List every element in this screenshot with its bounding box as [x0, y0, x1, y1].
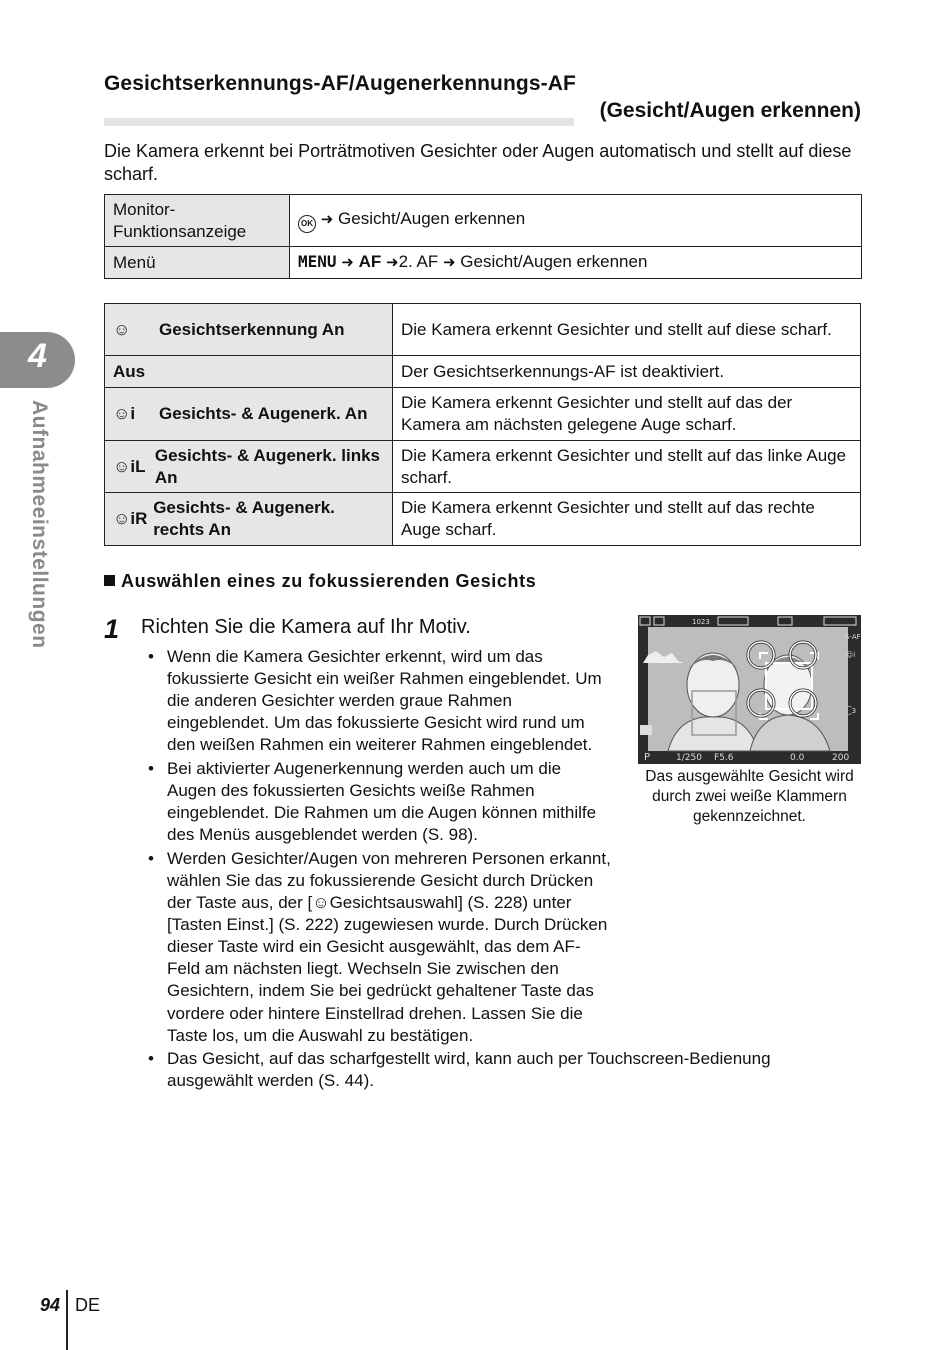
af-submenu-label: 2. AF [398, 252, 439, 271]
mode-label: Aus [113, 361, 146, 381]
iso-value: 200 [832, 753, 850, 763]
chapter-title: Aufnahmeeinstellungen [28, 400, 51, 649]
mode-description: Die Kamera erkennt Gesichter und stellt auf das der Kamera am nächsten gelegene Auge scharf. [393, 388, 861, 441]
list-item: • Das Gesicht, auf das scharfgestellt wird, kann auch per Touchscreen-Bedienung ausgewählt werden (S. 44). [147, 1048, 827, 1092]
ok-button-icon: OK [298, 215, 316, 233]
table-row [105, 304, 861, 356]
mode-label: Gesichtserkennung An [159, 319, 345, 339]
footer-divider [66, 1290, 68, 1350]
mode-description: Der Gesichtserkennungs-AF ist deaktiviert. [393, 356, 861, 388]
mode-description: Die Kamera erkennt Gesichter und stellt auf das rechte Auge scharf. [393, 493, 861, 546]
shutter-speed: 1/250 [676, 753, 702, 763]
camera-screen-image [638, 615, 861, 764]
arrow-right-icon: ➜ [385, 254, 399, 271]
access-menu-path [290, 247, 862, 279]
access-table [104, 194, 862, 279]
intro-paragraph: Die Kamera erkennt bei Porträtmotiven Gesichter oder Augen automatisch und stellt auf diese scharf. [104, 141, 852, 184]
aperture-value: F5.6 [714, 753, 734, 763]
step-text: Richten Sie die Kamera auf Ihr Motiv. [141, 616, 471, 638]
face-eye-detect-icon: ☺i [113, 404, 136, 423]
modes-table [104, 303, 861, 546]
list-item: • Wenn die Kamera Gesichter erkennt, wird um das fokussierte Gesicht ein weißer Rahmen eingeblendet. Um die anderen Gesichter werden graue Rahmen eingeblendet. Um das fokussierte Gesicht wird rund um den weißen Rahmen ein weiterer Rahmen eingeblendet. [147, 646, 612, 756]
svg-text:⁐3: ⁐3 [846, 707, 857, 715]
access-monitor-target: Gesicht/Augen erkennen [338, 209, 526, 228]
image-caption: Das ausgewählte Gesicht wird durch zwei weiße Klammern gekennzeichnet. [645, 768, 854, 825]
list-item: • Werden Gesichter/Augen von mehreren Personen erkannt, wählen Sie das zu fokussierende Gesicht durch Drücken der Taste aus, der [☺Gesichtsauswahl] (S. 228) unter [Tasten Einst.] (S. 222) zugewiesen wurde. Durch Drücken dieser Taste wird ein Gesicht ausgewählt, das dem AF-Feld am nächsten liegt. Wechseln Sie zwischen den Gesichtern, indem Sie bei gedrückt gehaltener Taste das vordere oder hintere Einstellrad drehen. Lassen Sie die Taste los, um die Auswahl zu bestätigen. [147, 848, 612, 1047]
table-row [105, 388, 861, 441]
table-row [105, 441, 861, 493]
svg-text:☺i: ☺i [846, 651, 856, 659]
mode-description: Die Kamera erkennt Gesichter und stellt auf das linke Auge scharf. [393, 441, 861, 493]
af-label: AF [358, 252, 382, 271]
page-title: Gesichtserkennungs-AF/Augenerkennungs-AF [104, 72, 576, 95]
square-bullet-icon [104, 575, 115, 586]
language-label: DE [75, 1295, 101, 1315]
chapter-number: 4 [28, 337, 47, 375]
exposure-comp: 0.0 [790, 753, 805, 763]
menu-label: MENU [298, 252, 337, 271]
page-number: 94 [40, 1295, 61, 1315]
camera-screen-illustration [638, 615, 861, 764]
svg-text:S-AF: S-AF [845, 633, 861, 641]
arrow-right-icon: ➜ [442, 254, 456, 271]
access-menu-label: Menü [105, 247, 290, 279]
access-monitor-label: Monitor- Funktionsanzeige [105, 195, 290, 247]
mode-label: Gesichts- & Augenerk. rechts An [153, 498, 335, 539]
list-item: • Bei aktivierter Augenerkennung werden auch um die Augen des fokussierten Gesichts weiße Rahmen eingeblendet. Die Rahmen um die Augen können mithilfe des Menüs ausgeblendet werden (S. 98). [147, 758, 612, 846]
table-row [105, 356, 861, 388]
section-heading-text: Auswählen eines zu fokussierenden Gesichts [121, 571, 537, 591]
arrow-right-icon: ➜ [320, 211, 334, 228]
face-detect-icon: ☺ [113, 319, 131, 339]
access-menu-target: Gesicht/Augen erkennen [460, 252, 648, 271]
shots-remaining: 1023 [692, 618, 710, 626]
mode-description: Die Kamera erkennt Gesichter und stellt auf diese scharf. [393, 304, 861, 356]
arrow-right-icon: ➜ [341, 254, 354, 271]
section-heading [104, 571, 536, 592]
step-number: 1 [104, 614, 120, 644]
exposure-mode: P [644, 752, 651, 763]
table-row [105, 493, 861, 546]
page-subtitle: (Gesicht/Augen erkennen) [599, 99, 861, 122]
face-eye-right-icon: ☺iR [113, 509, 148, 528]
mode-label: Gesichts- & Augenerk. links An [154, 445, 381, 487]
face-eye-left-icon: ☺iL [113, 456, 146, 476]
mode-label: Gesichts- & Augenerk. An [159, 404, 368, 423]
access-monitor-path [290, 195, 862, 247]
title-underline [104, 118, 574, 126]
